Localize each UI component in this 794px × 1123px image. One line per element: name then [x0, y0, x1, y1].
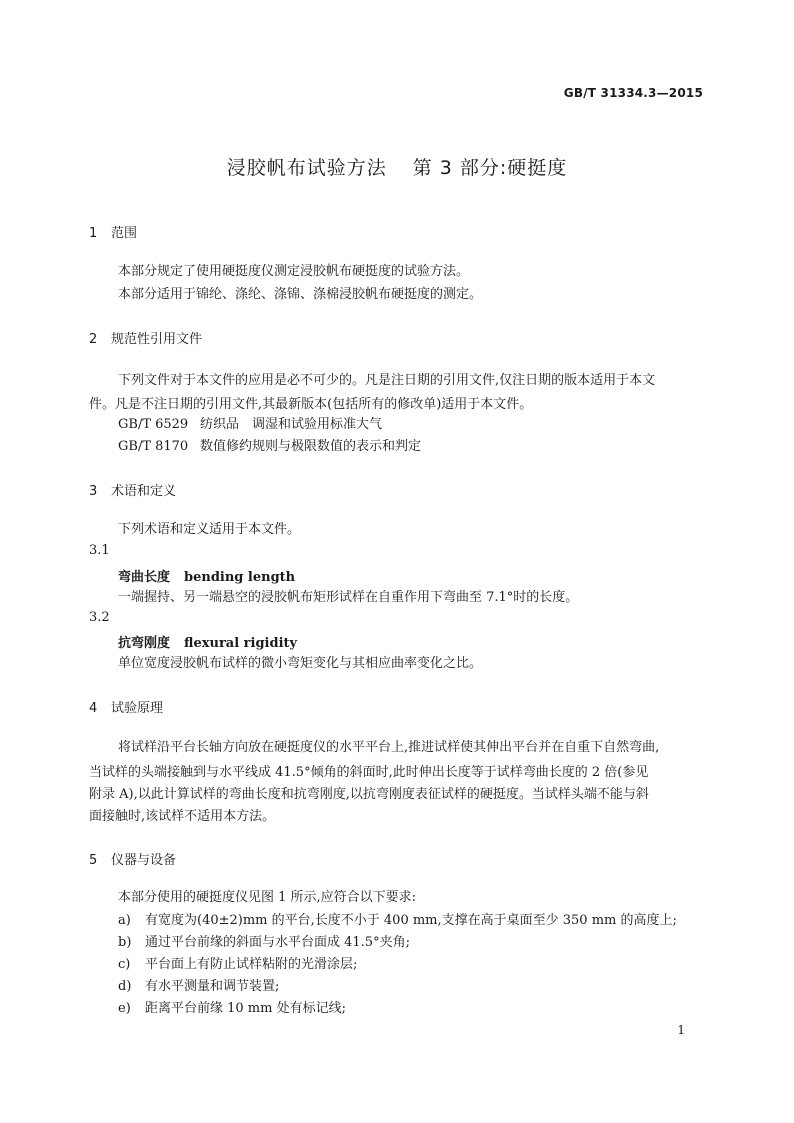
- section-2-heading: 2 规范性引用文件: [89, 332, 203, 347]
- page-number: 1: [677, 1023, 685, 1037]
- term-title: 弯曲长度 bending length: [118, 570, 296, 585]
- section-5-intro: 本部分使用的硬挺度仪见图 1 所示,应符合以下要求:: [118, 890, 417, 905]
- term-definition: 一端握持、另一端悬空的浸胶帆布矩形试样在自重作用下弯曲至 7.1°时的长度。: [118, 590, 579, 605]
- term-number: 3.1: [89, 543, 110, 558]
- standard-number: GB/T 31334.3—2015: [563, 86, 703, 100]
- title-part: 第 3 部分:硬挺度: [412, 157, 568, 179]
- section-4-line-1: 将试样沿平台长轴方向放在硬挺度仪的水平平台上,推进试样使其伸出平台并在自重下自然弯曲,: [118, 740, 660, 755]
- section-1-para-2: 本部分适用于锦纶、涤纶、涤锦、涤棉浸胶帆布硬挺度的测定。: [118, 287, 483, 302]
- list-item: b) 通过平台前缘的斜面与水平台面成 41.5°夹角;: [118, 935, 410, 950]
- section-2-para-line-1: 下列文件对于本文件的应用是必不可少的。凡是注日期的引用文件,仅注日期的版本适用于本文: [118, 373, 656, 388]
- term-definition: 单位宽度浸胶帆布试样的微小弯矩变化与其相应曲率变化之比。: [118, 656, 483, 671]
- document-title: [0, 153, 794, 180]
- list-item: a) 有宽度为(40±2)mm 的平台,长度不小于 400 mm,支撑在高于桌面至少 350 mm 的高度上;: [118, 913, 677, 928]
- section-1-para-1: 本部分规定了使用硬挺度仪测定浸胶帆布硬挺度的试验方法。: [118, 264, 470, 279]
- term-title: 抗弯刚度 flexural rigidity: [118, 636, 298, 651]
- section-4-line-2: 当试样的头端接触到与水平线成 41.5°倾角的斜面时,此时伸出长度等于试样弯曲长度的 2 倍(参见: [89, 765, 649, 780]
- reference-item: GB/T 8170 数值修约规则与极限数值的表示和判定: [118, 439, 422, 454]
- section-4-line-4: 面接触时,该试样不适用本方法。: [89, 809, 276, 824]
- term-number: 3.2: [89, 610, 110, 625]
- list-item: d) 有水平测量和调节装置;: [118, 979, 280, 994]
- section-1-heading: 1 范围: [89, 226, 138, 241]
- section-3-intro: 下列术语和定义适用于本文件。: [118, 522, 301, 537]
- title-main: 浸胶帆布试验方法: [226, 157, 387, 179]
- section-4-line-3: 附录 A),以此计算试样的弯曲长度和抗弯刚度,以抗弯刚度表征试样的硬挺度。当试样头端不能与斜: [89, 787, 649, 802]
- list-item: c) 平台面上有防止试样粘附的光滑涂层;: [118, 957, 358, 972]
- section-3-heading: 3 术语和定义: [89, 484, 177, 499]
- section-4-heading: 4 试验原理: [89, 701, 164, 716]
- reference-item: GB/T 6529 纺织品 调湿和试验用标准大气: [118, 417, 383, 432]
- section-2-para-line-2: 件。凡是不注日期的引用文件,其最新版本(包括所有的修改单)适用于本文件。: [89, 397, 533, 412]
- list-item: e) 距离平台前缘 10 mm 处有标记线;: [118, 1001, 346, 1016]
- section-5-heading: 5 仪器与设备: [89, 853, 177, 868]
